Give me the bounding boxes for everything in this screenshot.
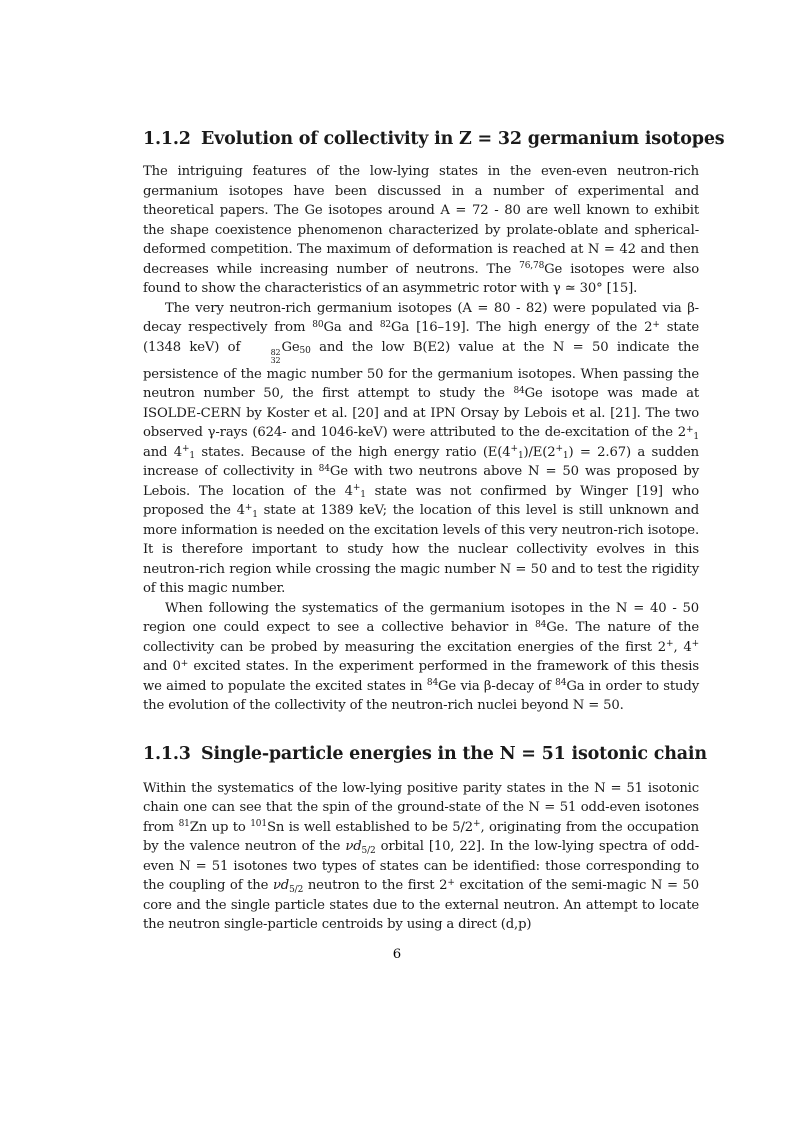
paragraph-2: The very neutron-rich germanium isotopes (A = 80 - 82) were populated via β-decay respectively from $^{80}$Ga and $^{82}$Ga [16–19]. The high energy of the 2+ state (1348 keV) of 82 32 $Ge_{50}$ and the low B(E2) value at the N = 50 indicate the persistence of the magic number 50 for the germanium isotopes. When passing the neutron number 50, the first attempt to study the $^{84}$Ge isotope was made at ISOLDE-CERN by Koster et al. [20] and at IPN Orsay by Lebois et al. [21]. The two observed γ-rays (624- and 1046-keV) were attributed to the de-excitation of the $2^+_1$ and $4^+_1$ states. Because of the high energy ratio $(E(4^+_1)/E(2^+_1) = 2.67)$ a sudden increase of collectivity in $^{84}$Ge with two neutrons above N = 50 was proposed by Lebois. The location of the $4^+_1$ state was not confirmed by Winger [19] who proposed the $4^+_1$ state at 1389 keV; the location of this level is still unknown and more information is needed on the excitation levels of this very neutron-rich isotope. It is therefore important to study how the nuclear collectivity evolves in this neutron-rich region while crossing the magic number N = 50 and to test the rigidity of this magic number. (143, 300, 700, 596)
page-number: 6 (392, 947, 402, 962)
paragraph-4: Within the systematics of the low-lying positive parity states in the N = 51 isotonic chain one can see that the spin of the ground-state of the N = 51 odd-even isotones from $^{81}$Zn up to $^{101}$Sn is well established to be 5/2+, originating from the occupation by the valence neutron of the $\nu d_{5/2}$ orbital [10, 22]. In the low-lying spectra of odd-even N = 51 isotones two types of states can be identified: those corresponding to the coupling of the $\nu d_{5/2}$ neutron to the first 2+ excitation of the semi-magic N = 50 core and the single particle states due to the external neutron. An attempt to locate the neutron single-particle centroids by using a direct (d,p) (143, 780, 699, 932)
section-heading-1-1-2 (143, 128, 725, 162)
nuclide-label: 82 32 (270, 347, 281, 365)
section-number: 1.1.2 (143, 129, 191, 149)
section-heading-1-1-3 (143, 743, 707, 779)
section-title: Single-particle energies in the N = 51 isotonic chain (201, 743, 707, 764)
section-title: Evolution of collectivity in Z = 32 germanium isotopes (201, 129, 725, 149)
page-content (143, 128, 725, 935)
paragraph-3: When following the systematics of the germanium isotopes in the N = 40 - 50 region one could expect to see a collective behavior in $^{84}$Ge. The nature of the collectivity can be probed by measuring the excitation energies of the first 2+, 4+ and 0+ excited states. In the experiment performed in the framework of this thesis we aimed to populate the excited states in $^{84}$Ge via β-decay of $^{84}$Ga in order to study the evolution of the collectivity of the neutron-rich nuclei beyond N = 50. (143, 600, 699, 713)
paragraph-1: The intriguing features of the low-lying states in the even-even neutron-rich germanium isotopes have been discussed in a number of experimental and theoretical papers. The Ge isotopes around A = 72 - 80 are well known to exhibit the shape coexistence phenomenon characterized by prolate-oblate and spherical-deformed competition. The maximum of deformation is reached at N = 42 and then decreases while increasing number of neutrons. The $^{76,78}$Ge isotopes were also found to show the characteristics of an asymmetric rotor with γ ≃ 30° [15]. (143, 164, 699, 296)
section-number: 1.1.3 (143, 743, 191, 764)
